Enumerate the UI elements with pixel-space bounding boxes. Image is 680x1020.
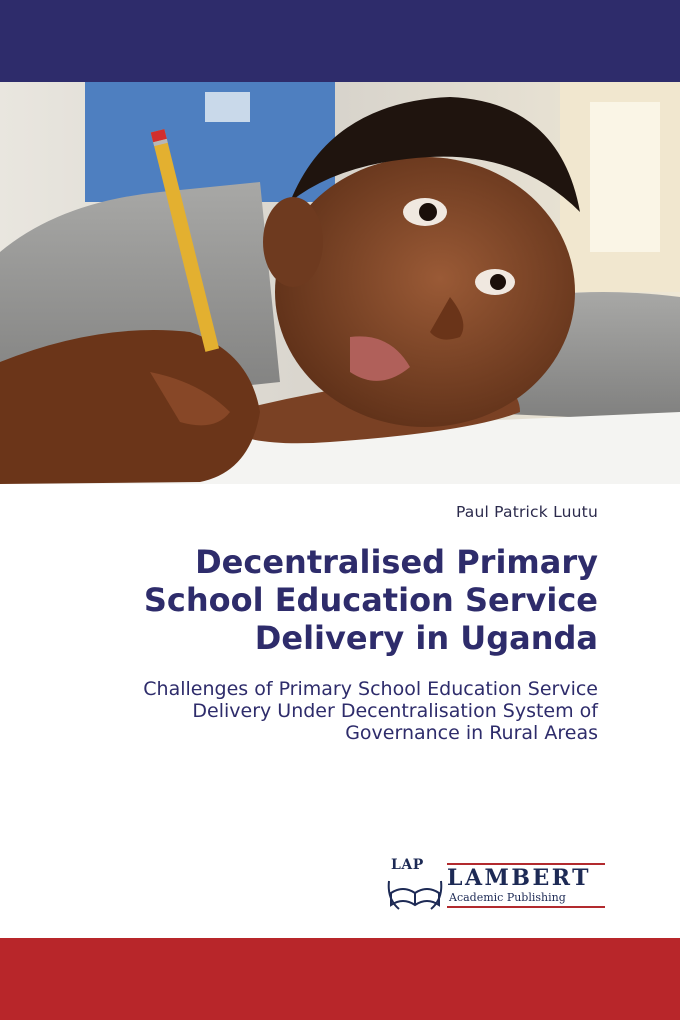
publisher-logo — [385, 855, 610, 915]
title-line: School Education Service — [143, 581, 598, 619]
logo-rule — [447, 906, 605, 908]
bottom-color-band — [0, 938, 680, 1020]
cover-photo — [0, 82, 680, 484]
publisher-mark: LAP — [391, 857, 424, 873]
author-name: Paul Patrick Luutu — [455, 503, 598, 521]
book-emblem-icon — [385, 855, 445, 913]
book-title — [78, 543, 598, 657]
publisher-name: LAMBERT — [447, 865, 592, 891]
book-subtitle — [38, 678, 598, 744]
top-color-band — [0, 0, 680, 82]
publisher-tagline: Academic Publishing — [449, 891, 566, 904]
title-line: Delivery in Uganda — [254, 619, 598, 657]
subtitle-line: Governance in Rural Areas — [345, 722, 598, 744]
title-line: Decentralised Primary — [195, 543, 598, 581]
subtitle-line: Delivery Under Decentralisation System of — [192, 700, 598, 722]
subtitle-line: Challenges of Primary School Education Service — [143, 678, 598, 700]
